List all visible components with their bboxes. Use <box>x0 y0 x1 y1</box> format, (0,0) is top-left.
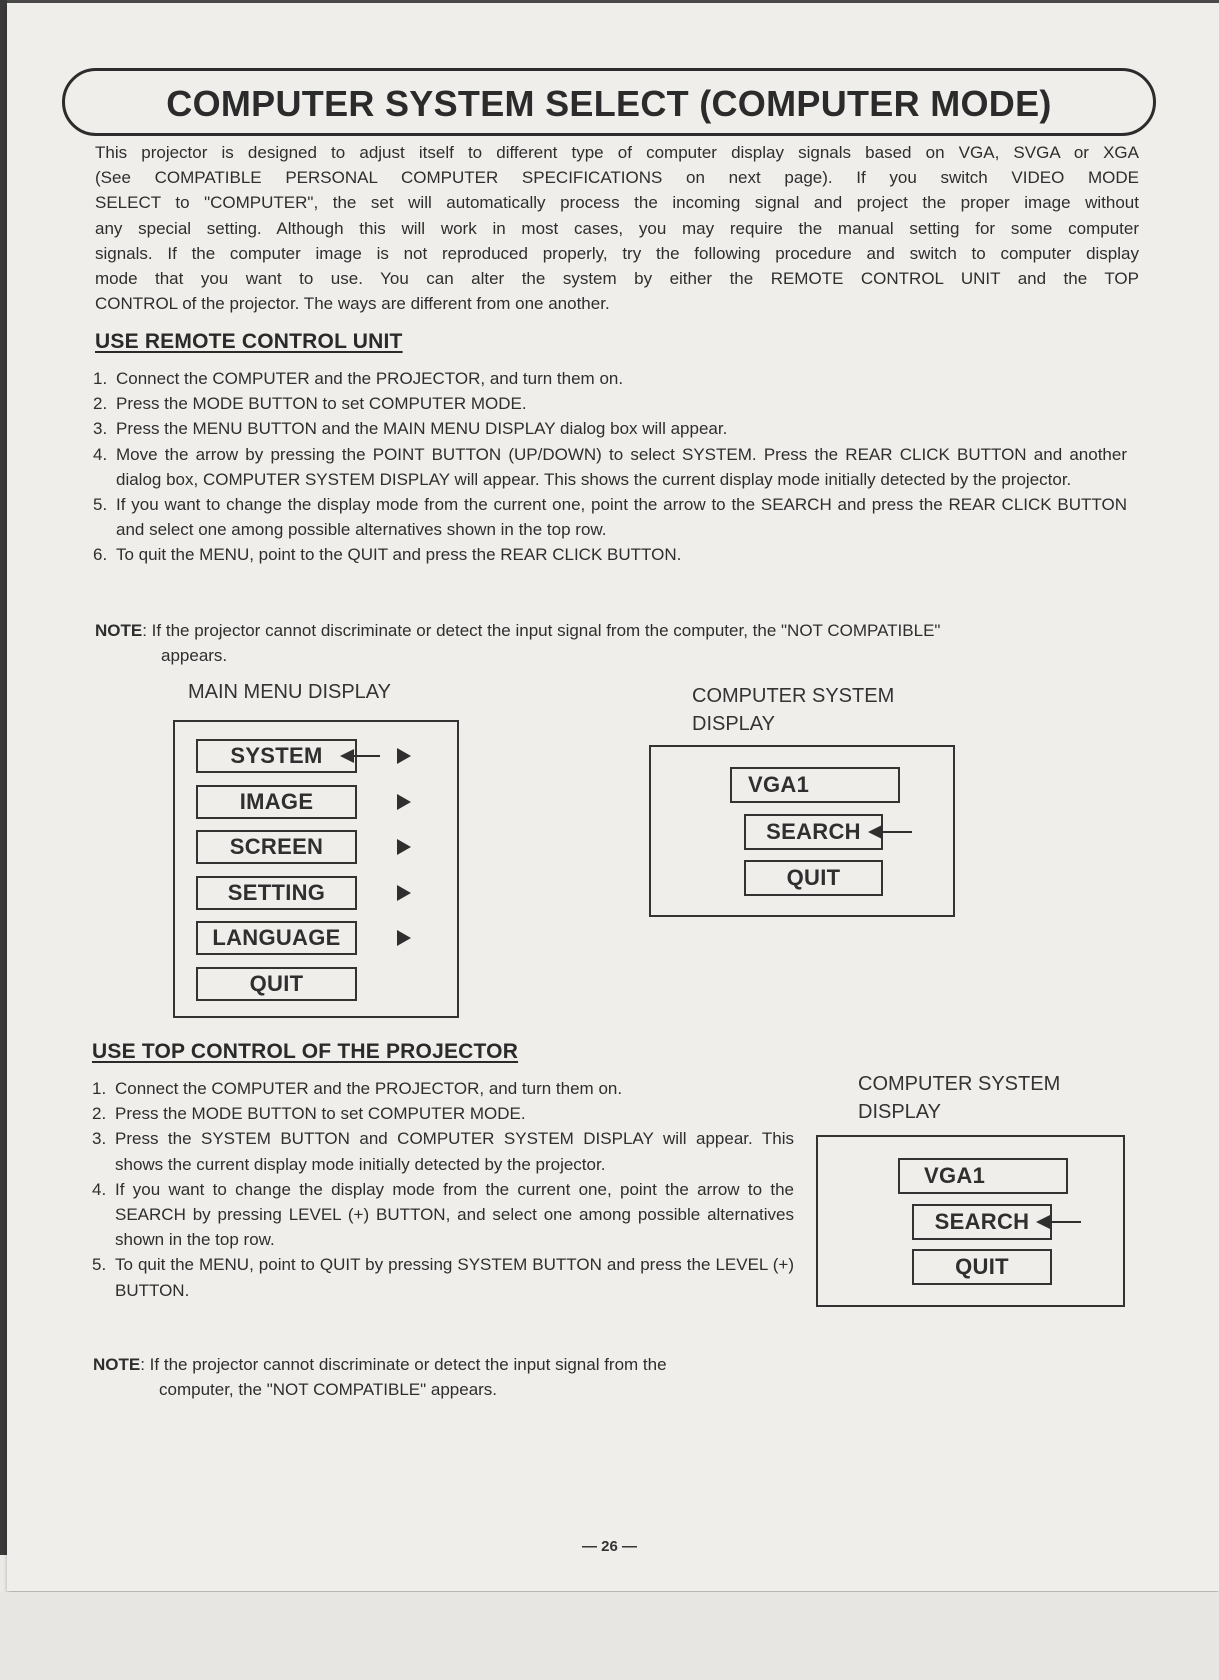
intro-line: SELECT to "COMPUTER", the set will automatically process the incoming signal and project the proper image without <box>95 193 1139 213</box>
intro-paragraph <box>95 140 1139 316</box>
page-number: — 26 — <box>581 1538 638 1555</box>
list-item: 1. Connect the COMPUTER and the PROJECTOR, and turn them on. <box>92 1079 623 1098</box>
intro-line: any special setting. Although this will work in most cases, you may require the manual setting for some computer <box>95 218 1139 238</box>
menu-item-screen[interactable]: SCREEN <box>196 830 357 864</box>
submenu-triangle-icon <box>397 794 411 810</box>
list-item: 6. To quit the MENU, point to the QUIT and press the REAR CLICK BUTTON. <box>93 545 682 565</box>
remote-steps <box>93 366 1127 568</box>
mode-field: VGA1 <box>898 1158 1068 1194</box>
list-item: 3. Press the SYSTEM BUTTON and COMPUTER SYSTEM DISPLAY will appear. This shows the current display mode initially detected by the projector. <box>92 1129 794 1174</box>
list-item: 2. Press the MODE BUTTON to set COMPUTER MODE. <box>93 394 527 414</box>
list-item: 4. Move the arrow by pressing the POINT BUTTON (UP/DOWN) to select SYSTEM. Press the REAR CLICK BUTTON and another dialog box, COMPUTER SYSTEM DISPLAY will appear. This shows the current display mode initially detected by the projector. <box>93 444 1127 489</box>
pointer-arrow-icon <box>340 749 380 763</box>
pointer-arrow-icon <box>868 825 912 839</box>
submenu-triangle-icon <box>397 839 411 855</box>
list-item: 5. If you want to change the display mode from the current one, point the arrow to the SEARCH and press the REAR CLICK BUTTON and select one among possible alternatives shown in the top row. <box>93 495 1127 540</box>
intro-line: (See COMPATIBLE PERSONAL COMPUTER SPECIFICATIONS on next page). If you switch VIDEO MODE <box>95 168 1139 188</box>
top-control-heading: USE TOP CONTROL OF THE PROJECTOR <box>92 1040 519 1063</box>
computer-system-caption: COMPUTER SYSTEM DISPLAY <box>692 685 895 735</box>
intro-line: signals. If the computer image is not reproduced properly, try the following procedure and switch to computer display <box>95 243 1139 263</box>
menu-item-setting[interactable]: SETTING <box>196 876 357 910</box>
submenu-triangle-icon <box>397 748 411 764</box>
search-button[interactable]: SEARCH <box>912 1204 1052 1240</box>
page-title: COMPUTER SYSTEM SELECT (COMPUTER MODE) <box>166 83 1052 124</box>
mode-field: VGA1 <box>730 767 900 803</box>
list-item: 2. Press the MODE BUTTON to set COMPUTER MODE. <box>92 1104 526 1124</box>
remote-heading: USE REMOTE CONTROL UNIT <box>95 330 403 353</box>
note-label: NOTE <box>93 1355 141 1374</box>
submenu-triangle-icon <box>397 885 411 901</box>
menu-item-quit[interactable]: QUIT <box>196 967 357 1001</box>
pointer-arrow-icon <box>1036 1215 1081 1229</box>
list-item: 1. Connect the COMPUTER and the PROJECTOR, and turn them on. <box>93 369 624 388</box>
menu-item-language[interactable]: LANGUAGE <box>196 921 357 955</box>
submenu-triangle-icon <box>397 930 411 946</box>
top-control-steps <box>92 1076 794 1303</box>
list-item: 4. If you want to change the display mode from the current one, point the arrow to the SEARCH by pressing LEVEL (+) BUTTON, and select one among possible alternatives shown in the top row. <box>92 1179 794 1250</box>
remote-note: NOTE: If the projector cannot discriminate or detect the input signal from the computer, the "NOT COMPATIBLE" appears. <box>95 621 941 666</box>
note-label: NOTE <box>95 621 143 640</box>
top-control-note: NOTE: If the projector cannot discriminate or detect the input signal from the computer, the "NOT COMPATIBLE" appears. <box>93 1355 667 1400</box>
main-menu-caption: MAIN MENU DISPLAY <box>188 681 391 703</box>
menu-item-image[interactable]: IMAGE <box>196 785 357 819</box>
menu-item-system[interactable]: SYSTEM <box>196 739 357 773</box>
computer-system-caption: COMPUTER SYSTEM DISPLAY <box>858 1073 1061 1123</box>
title-banner <box>62 68 1156 136</box>
scan-background <box>0 1592 1219 1680</box>
intro-line: CONTROL of the projector. The ways are different from one another. <box>95 294 610 314</box>
scan-edge-left <box>0 0 7 1555</box>
list-item: 3. Press the MENU BUTTON and the MAIN MENU DISPLAY dialog box will appear. <box>93 419 728 439</box>
search-button[interactable]: SEARCH <box>744 814 883 850</box>
quit-button[interactable]: QUIT <box>744 860 883 896</box>
intro-line: mode that you want to use. You can alter the system by either the REMOTE CONTROL UNIT and the TOP <box>95 269 1139 289</box>
list-item: 5. To quit the MENU, point to QUIT by pressing SYSTEM BUTTON and press the LEVEL (+) BUTTON. <box>92 1255 794 1300</box>
quit-button[interactable]: QUIT <box>912 1249 1052 1285</box>
intro-line: This projector is designed to adjust itself to different type of computer display signals based on VGA, SVGA or XGA <box>95 143 1139 162</box>
